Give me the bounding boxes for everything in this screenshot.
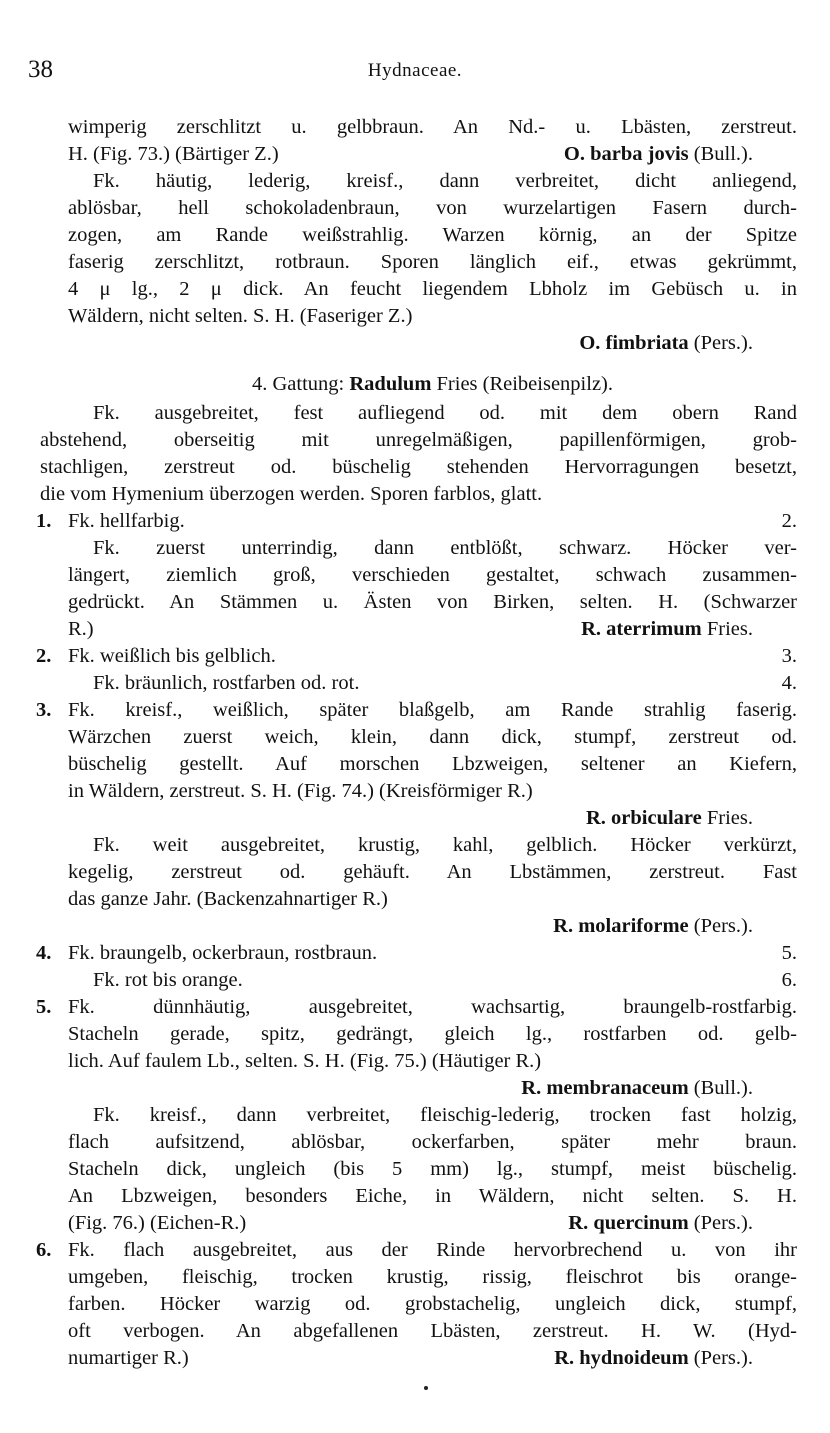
text-fragment: H. (Fig. 73.) (Bärtiger Z.) [68,143,279,165]
text-line [68,1345,797,1371]
species-name: R. quercinum [568,1212,689,1234]
species-author: (Pers.). [693,915,753,937]
key-number: 6. [36,1239,52,1261]
print-speck [424,1386,428,1390]
running-head: Hydnaceae. [367,60,463,81]
key-text: Fk. rot bis orange. [93,969,243,991]
text-line: abstehend, oberseitig mit unregelmäßigen, papillenförmigen, grob- [40,429,797,451]
species-name: R. molariforme [553,915,689,937]
text-line: kegelig, zerstreut od. gehäuft. An Lbstämmen, zerstreut. Fast [68,861,797,883]
species-entry [68,330,797,356]
text-line: Stacheln dick, ungleich (bis 5 mm) lg., stumpf, meist büschelig. [68,1158,797,1180]
species-entry [564,141,753,167]
text-line: zogen, am Rande weißstrahlig. Warzen körnig, an der Spitze [68,224,797,246]
text-line: stachligen, zerstreut od. büschelig stehenden Hervorragungen besetzt, [40,456,797,478]
text-line: Fk. zuerst unterrindig, dann entblößt, schwarz. Höcker ver- [93,537,797,559]
text-line: längert, ziemlich groß, verschieden gestaltet, schwach zusammen- [68,564,797,586]
genus-heading [68,371,797,397]
text-line: Fk. flach ausgebreitet, aus der Rinde hervorbrechend u. von ihr [68,1239,797,1261]
text-line: ablösbar, hell schokoladenbraun, von wurzelartigen Fasern durch- [68,197,797,219]
text-line [68,616,797,642]
page-header [28,56,802,86]
text-line: Fk. dünnhäutig, ausgebreitet, wachsartig, braungelb-rostfarbig. [68,996,797,1018]
species-entry [581,616,753,642]
key-number: 3. [36,699,52,721]
species-author: Fries. [706,807,753,829]
species-author: (Pers.). [693,332,753,354]
species-name: R. membranaceum [521,1077,689,1099]
text-line: lich. Auf faulem Lb., selten. S. H. (Fig. 75.) (Häutiger R.) [68,1050,542,1072]
key-line [68,643,797,669]
text-line: 4 μ lg., 2 μ dick. An feucht liegendem Lbholz im Gebüsch u. in [68,278,797,300]
text-line [68,141,797,167]
key-reference: 6. [781,969,797,991]
species-name: O. fimbriata [579,332,689,354]
key-text: Fk. hellfarbig. [68,510,185,532]
key-reference: 4. [781,672,797,694]
text-line: die vom Hymenium überzogen werden. Sporen farblos, glatt. [40,483,543,505]
key-number: 1. [36,510,52,532]
species-name: R. hydnoideum [554,1347,689,1369]
species-author: (Bull.). [693,143,753,165]
text-line: Stacheln gerade, spitz, gedrängt, gleich lg., rostfarben od. gelb- [68,1023,797,1045]
genus-name: Radulum [349,373,432,395]
text-line: faserig zerschlitzt, rotbraun. Sporen länglich eif., etwas gekrümmt, [68,251,797,273]
species-author: (Pers.). [693,1212,753,1234]
species-name: O. barba jovis [563,143,689,165]
key-text: Fk. weißlich bis gelblich. [68,645,276,667]
species-entry [68,1075,797,1101]
text-line: umgeben, fleischig, trocken krustig, rissig, fleischrot bis orange- [68,1266,797,1288]
text-line: oft verbogen. An abgefallenen Lbästen, zerstreut. H. W. (Hyd- [68,1320,797,1342]
genus-prefix: 4. Gattung: [251,373,345,395]
text-line [68,1210,797,1236]
species-name: R. aterrimum [581,618,702,640]
text-line: flach aufsitzend, ablösbar, ockerfarben, später mehr braun. [68,1131,797,1153]
text-line: Fk. ausgebreitet, fest aufliegend od. mit dem obern Rand [93,402,797,424]
text-line: wimperig zerschlitzt u. gelbbraun. An Nd.- u. Lbästen, zerstreut. [68,116,797,138]
key-line [68,940,797,966]
key-reference: 5. [781,942,797,964]
key-number: 5. [36,996,52,1018]
species-author: (Pers.). [693,1347,753,1369]
species-entry [554,1345,753,1371]
text-line: Wäldern, nicht selten. S. H. (Faseriger Z.) [68,305,413,327]
key-line [93,967,797,993]
species-entry [568,1210,753,1236]
text-fragment: numartiger R.) [68,1347,189,1369]
key-text: Fk. bräunlich, rostfarben od. rot. [93,672,360,694]
species-entry [68,805,797,831]
text-line: Fk. häutig, lederig, kreisf., dann verbreitet, dicht anliegend, [93,170,797,192]
text-fragment: (Fig. 76.) (Eichen-R.) [68,1212,247,1234]
genus-suffix: Fries (Reibeisenpilz). [436,373,613,395]
page-number: 38 [28,56,53,83]
species-entry [68,913,797,939]
key-number: 4. [36,942,52,964]
species-author: Fries. [706,618,753,640]
key-line [93,670,797,696]
text-line: Fk. kreisf., weißlich, später blaßgelb, am Rande strahlig faserig. [68,699,797,721]
text-line: büschelig gestellt. Auf morschen Lbzweigen, seltener an Kiefern, [68,753,797,775]
text-line: in Wäldern, zerstreut. S. H. (Fig. 74.) (Kreisförmiger R.) [68,780,533,802]
key-line [68,508,797,534]
text-fragment: R.) [68,618,94,640]
text-line: das ganze Jahr. (Backenzahnartiger R.) [68,888,388,910]
key-number: 2. [36,645,52,667]
key-reference: 2. [781,510,797,532]
text-line: Fk. weit ausgebreitet, krustig, kahl, gelblich. Höcker verkürzt, [93,834,797,856]
text-line: Wärzchen zuerst weich, klein, dann dick, stumpf, zerstreut od. [68,726,797,748]
text-line: gedrückt. An Stämmen u. Ästen von Birken, selten. H. (Schwarzer [68,591,797,613]
text-line: An Lbzweigen, besonders Eiche, in Wäldern, nicht selten. S. H. [68,1185,797,1207]
species-author: (Bull.). [693,1077,753,1099]
species-name: R. orbiculare [585,807,702,829]
text-line: farben. Höcker warzig od. grobstachelig, ungleich dick, stumpf, [68,1293,797,1315]
key-text: Fk. braungelb, ockerbraun, rostbraun. [68,942,378,964]
key-reference: 3. [781,645,797,667]
text-line: Fk. kreisf., dann verbreitet, fleischig-lederig, trocken fast holzig, [93,1104,797,1126]
